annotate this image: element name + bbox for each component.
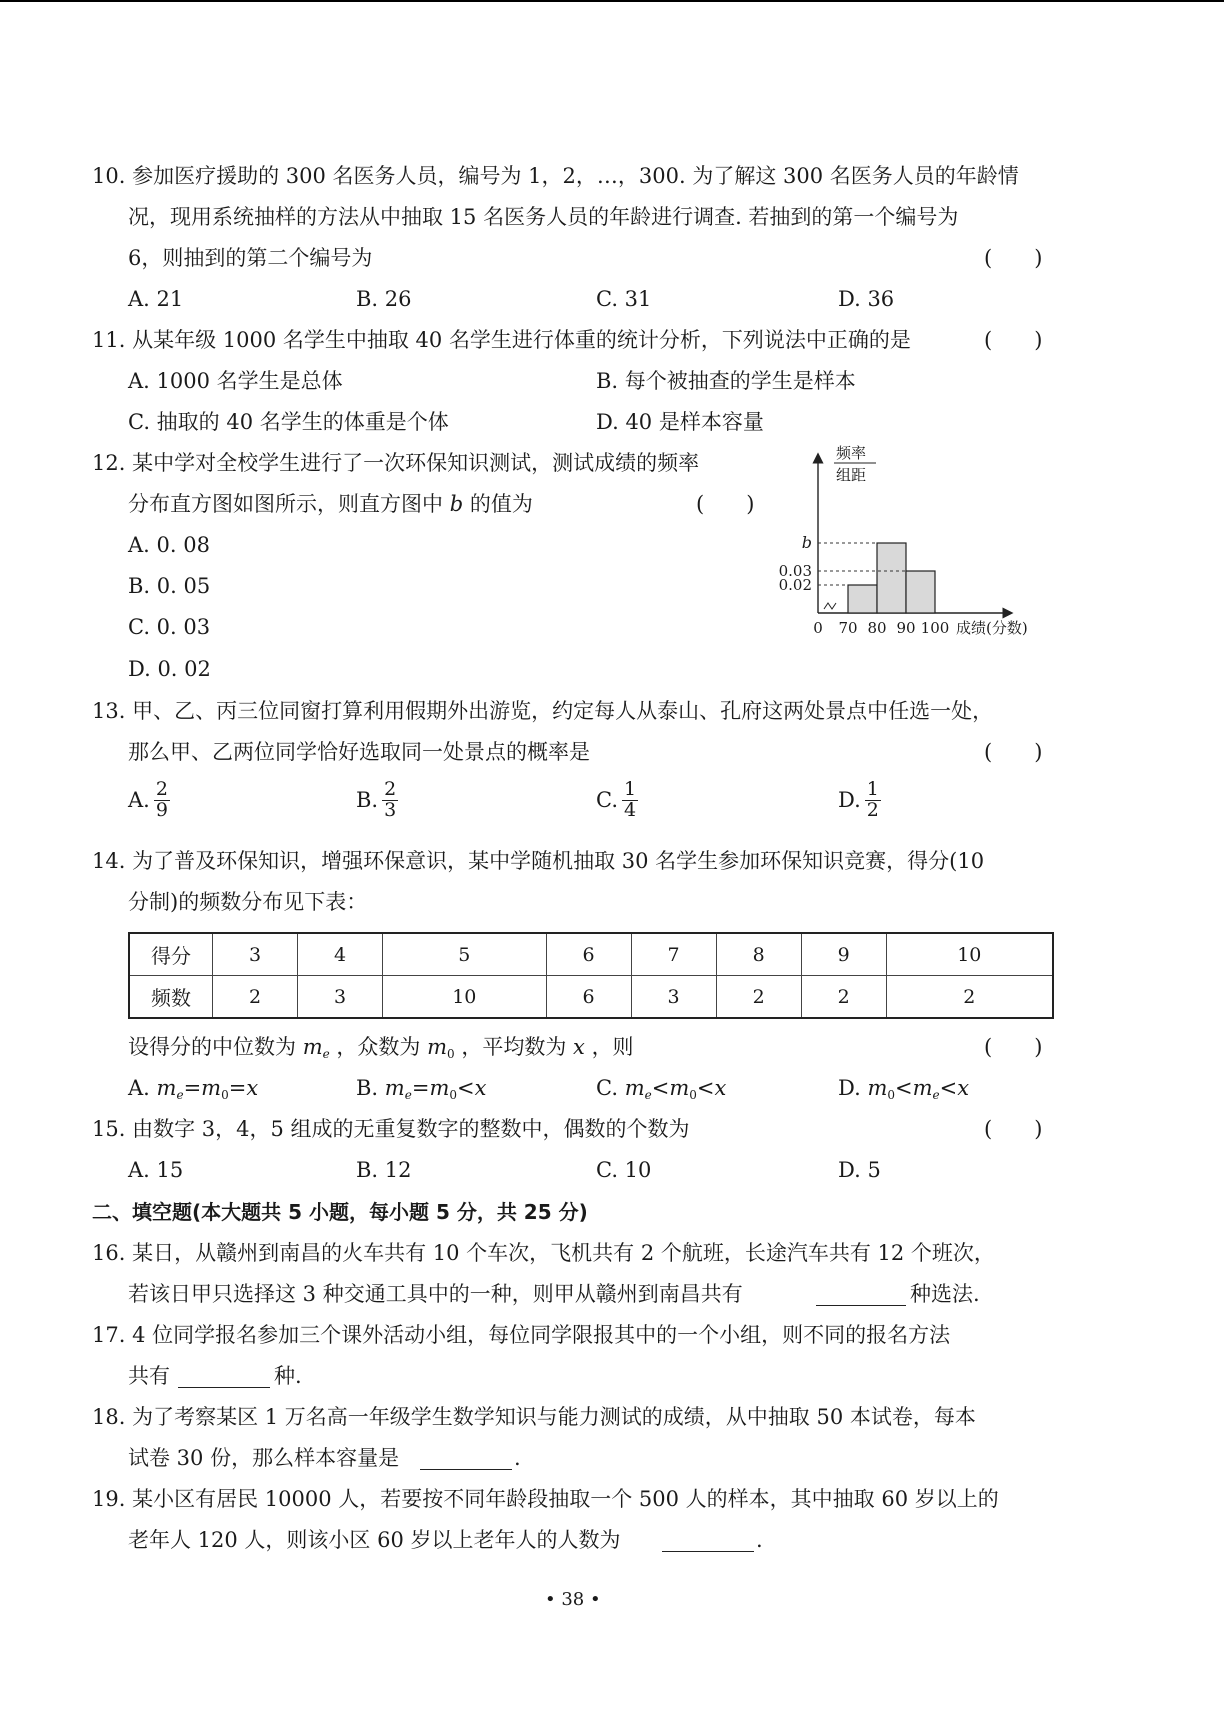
q14-stem-d: ，则 <box>591 1035 634 1059</box>
q14-option-d-label: D. <box>838 1076 861 1100</box>
q17-answer-blank[interactable] <box>178 1387 270 1388</box>
q14-stem-c: ，平均数为 <box>461 1035 567 1059</box>
q10-option-a: A. 21 <box>128 287 184 311</box>
y-axis-label-bottom: 组距 <box>836 466 867 484</box>
q11-option-d: D. 40 是样本容量 <box>596 410 764 434</box>
q12-option-a: A. 0. 08 <box>128 533 210 557</box>
q11-answer-paren: ( ) <box>984 328 1043 352</box>
q12-line2 <box>128 494 533 515</box>
q13-line1: 13. 甲、乙、丙三位同窗打算利用假期外出游览，约定每人从泰山、孔府这两处景点中任选一处， <box>92 699 994 723</box>
q14-option-c-label: C. <box>596 1076 618 1100</box>
y-tick-label: 0.02 <box>778 576 812 594</box>
q13-line2: 那么甲、乙两位同学恰好选取同一处景点的概率是 <box>128 740 590 764</box>
table-cell: 2 <box>213 976 298 1019</box>
q10-line3: 6，则抽到的第二个编号为 <box>128 246 373 270</box>
y-tick-label: 0.03 <box>778 562 812 580</box>
q12-line2-a: 分布直方图如图所示，则直方图中 <box>128 492 443 516</box>
y-axis-label-top: 频率 <box>836 444 867 462</box>
q13-option-d-denominator: 2 <box>866 798 879 821</box>
q18-answer-blank[interactable] <box>420 1469 512 1470</box>
table-cell: 6 <box>546 976 631 1019</box>
q14-median-symbol: $m_e$ <box>302 1035 330 1061</box>
q12-option-b: B. 0. 05 <box>128 574 211 598</box>
q12-line2-b: 的值为 <box>469 492 533 516</box>
table-cell: 4 <box>298 933 383 976</box>
x-tick-label: 80 <box>867 619 887 637</box>
table-cell: 7 <box>631 933 716 976</box>
table-cell: 10 <box>886 933 1053 976</box>
q18-line2b: . <box>514 1446 521 1470</box>
q15-line1: 15. 由数字 3，4，5 组成的无重复数字的整数中，偶数的个数为 <box>92 1117 690 1141</box>
q13-option-b-numerator: 2 <box>384 778 397 800</box>
frequency-table <box>128 932 1054 1019</box>
q17-line2b: 种. <box>274 1364 302 1388</box>
table-row <box>129 976 1053 1019</box>
q10-answer-paren: ( ) <box>984 246 1043 270</box>
table-cell: 2 <box>801 976 886 1019</box>
q13-option-b-denominator: 3 <box>384 798 397 821</box>
histogram-bar <box>877 543 906 613</box>
q14-stem-b: ，众数为 <box>336 1035 421 1059</box>
q14-option-a: A. $m_e=m_0=x$ <box>128 1076 259 1102</box>
x-axis-label: 成绩(分数) <box>956 619 1028 637</box>
q12-var-b: b <box>449 492 464 516</box>
table-cell: 3 <box>213 933 298 976</box>
q12-answer-paren: ( ) <box>696 492 755 516</box>
q15-option-a: A. 15 <box>128 1158 184 1182</box>
q15-answer-paren: ( ) <box>984 1117 1043 1141</box>
page-number: • 38 • <box>545 1589 601 1610</box>
q13-option-a-label: A. <box>128 788 150 813</box>
q14-line1: 14. 为了普及环保知识，增强环保意识，某中学随机抽取 30 名学生参加环保知识竞赛，得分(10 <box>92 849 985 873</box>
table-cell: 6 <box>546 933 631 976</box>
q14-option-a-label: A. <box>128 1076 150 1100</box>
q19-line1: 19. 某小区有居民 10000 人，若要按不同年龄段抽取一个 500 人的样本，其中抽取 60 岁以上的 <box>92 1487 999 1511</box>
table-header-frequency: 频数 <box>129 976 213 1019</box>
table-row <box>129 933 1053 976</box>
q16-line2b: 种选法. <box>910 1282 980 1306</box>
x-tick-label: 0 <box>813 619 823 637</box>
q13-option-d-label: D. <box>838 788 861 813</box>
q14-mode-symbol: $m_0$ <box>427 1035 455 1061</box>
q15-option-d: D. 5 <box>838 1158 881 1182</box>
q12-line1: 12. 某中学对全校学生进行了一次环保知识测试，测试成绩的频率 <box>92 451 700 475</box>
q13-option-a <box>128 780 170 821</box>
q15-option-b: B. 12 <box>356 1158 412 1182</box>
q10-option-b: B. 26 <box>356 287 412 311</box>
histogram-bar <box>848 585 877 613</box>
q11-line1: 11. 从某年级 1000 名学生中抽取 40 名学生进行体重的统计分析，下列说法中正确的是 <box>92 328 911 352</box>
q10-line2: 况，现用系统抽样的方法从中抽取 15 名医务人员的年龄进行调查. 若抽到的第一个编号为 <box>128 205 959 229</box>
x-tick-label: 70 <box>838 619 858 637</box>
q10-option-d: D. 36 <box>838 287 895 311</box>
q19-answer-blank[interactable] <box>662 1551 754 1552</box>
x-tick-label: 100 <box>920 619 950 637</box>
q11-option-b: B. 每个被抽查的学生是样本 <box>596 369 856 393</box>
q19-line2b: . <box>756 1528 763 1552</box>
q14-line2: 分制)的频数分布见下表： <box>128 890 368 914</box>
table-cell: 2 <box>716 976 801 1019</box>
table-cell: 9 <box>801 933 886 976</box>
q10-line1: 10. 参加医疗援助的 300 名医务人员，编号为 1，2，…，300. 为了解这 300 名医务人员的年龄情 <box>92 164 1019 188</box>
q13-option-a-numerator: 2 <box>155 778 168 800</box>
q18-line1: 18. 为了考察某区 1 万名高一年级学生数学知识与能力测试的成绩，从中抽取 50 本试卷，每本 <box>92 1405 976 1429</box>
table-cell: 3 <box>631 976 716 1019</box>
table-header-score: 得分 <box>129 933 213 976</box>
q18-line2a: 试卷 30 份，那么样本容量是 <box>128 1446 400 1470</box>
frequency-histogram <box>760 440 1060 650</box>
q15-option-c: C. 10 <box>596 1158 652 1182</box>
q14-option-b-label: B. <box>356 1076 379 1100</box>
q16-line1: 16. 某日，从赣州到南昌的火车共有 10 个车次，飞机共有 2 个航班，长途汽车共有 12 个班次， <box>92 1241 995 1265</box>
q13-answer-paren: ( ) <box>984 740 1043 764</box>
q14-option-c: C. $m_e<m_0<x$ <box>596 1076 727 1102</box>
q13-option-b <box>356 780 398 821</box>
table-cell: 5 <box>383 933 547 976</box>
q13-option-c <box>596 780 638 821</box>
q17-line1: 17. 4 位同学报名参加三个课外活动小组，每位同学限报其中的一个小组，则不同的报名方法 <box>92 1323 951 1347</box>
q12-option-d: D. 0. 02 <box>128 657 211 681</box>
q13-option-b-label: B. <box>356 788 379 813</box>
table-cell: 3 <box>298 976 383 1019</box>
q13-option-d-numerator: 1 <box>866 778 879 800</box>
q14-stem-a: 设得分的中位数为 <box>128 1035 296 1059</box>
q13-option-c-numerator: 1 <box>624 778 637 800</box>
table-cell: 10 <box>383 976 547 1019</box>
q14-answer-paren: ( ) <box>984 1035 1043 1059</box>
q17-line2a: 共有 <box>128 1364 170 1388</box>
q16-answer-blank[interactable] <box>816 1305 906 1306</box>
q14-stem <box>128 1037 634 1060</box>
q16-line2a: 若该日甲只选择这 3 种交通工具中的一种，则甲从赣州到南昌共有 <box>128 1282 743 1306</box>
q11-option-a: A. 1000 名学生是总体 <box>128 369 343 393</box>
q14-mean-symbol: x <box>573 1035 585 1059</box>
section-fill-in-heading: 二、填空题(本大题共 5 小题，每小题 5 分，共 25 分) <box>92 1200 588 1224</box>
q12-option-c: C. 0. 03 <box>128 615 211 639</box>
y-tick-label: b <box>801 533 812 552</box>
q14-option-d: D. $m_0<m_e<x$ <box>838 1076 970 1102</box>
histogram-bar <box>906 571 935 613</box>
q13-option-c-label: C. <box>596 788 618 813</box>
q14-option-b: B. $m_e=m_0<x$ <box>356 1076 487 1102</box>
q19-line2a: 老年人 120 人，则该小区 60 岁以上老年人的人数为 <box>128 1528 621 1552</box>
q11-option-c: C. 抽取的 40 名学生的体重是个体 <box>128 410 449 434</box>
q13-option-c-denominator: 4 <box>624 798 637 821</box>
q13-option-d <box>838 780 881 821</box>
q10-option-c: C. 31 <box>596 287 652 311</box>
x-tick-label: 90 <box>896 619 916 637</box>
axis-break-mark <box>824 603 836 609</box>
table-cell: 8 <box>716 933 801 976</box>
top-border <box>0 0 1224 2</box>
table-cell: 2 <box>886 976 1053 1019</box>
q13-option-a-denominator: 9 <box>155 798 168 821</box>
